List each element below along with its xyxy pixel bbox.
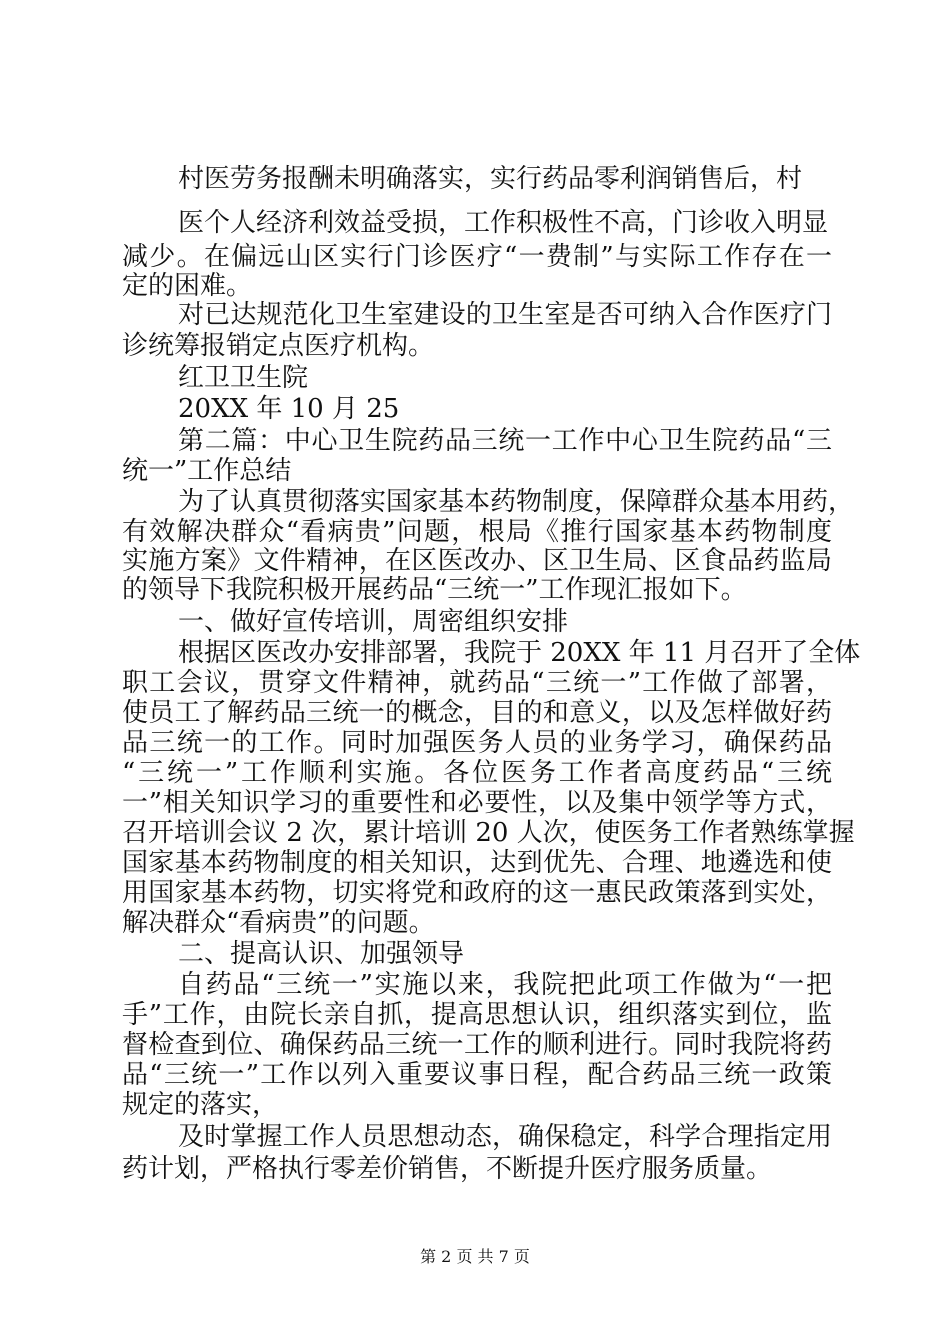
text-line-16: 根据区医改办安排部署，我院于 20XX 年 11 月召开了全体 bbox=[178, 638, 861, 668]
text-line-13: 实施方案》文件精神，在区医改办、区卫生局、区食品药监局 bbox=[122, 546, 832, 576]
text-line-29: 督检查到位、确保药品三统一工作的顺利进行。同时我院将药 bbox=[122, 1030, 832, 1060]
text-line-11: 为了认真贯彻落实国家基本药物制度，保障群众基本用药， bbox=[178, 487, 855, 517]
text-line-18: 使员工了解药品三统一的概念，目的和意义，以及怎样做好药 bbox=[122, 698, 832, 728]
text-line-28: 手”工作，由院长亲自抓，提高思想认识，组织落实到位，监 bbox=[122, 1000, 832, 1030]
text-line-12: 有效解决群众“看病贵”问题，根局《推行国家基本药物制度 bbox=[122, 517, 832, 547]
text-line-19: 品三统一的工作。同时加强医务人员的业务学习，确保药品 bbox=[122, 728, 832, 758]
text-line-22: 召开培训会议 2 次，累计培训 20 人次，使医务工作者熟练掌握 bbox=[122, 818, 855, 848]
text-line-32: 及时掌握工作人员思想动态，确保稳定，科学合理指定用 bbox=[178, 1122, 832, 1152]
text-line-5: 对已达规范化卫生室建设的卫生室是否可纳入合作医疗门 bbox=[178, 300, 832, 330]
text-line-14: 的领导下我院积极开展药品“三统一”工作现汇报如下。 bbox=[122, 575, 747, 605]
text-line-1: 村医劳务报酬未明确落实，实行药品零利润销售后，村 bbox=[178, 164, 803, 194]
text-line-21: 一”相关知识学习的重要性和必要性，以及集中领学等方式， bbox=[122, 788, 832, 818]
text-line-24: 用国家基本药物，切实将党和政府的这一惠民政策落到实处， bbox=[122, 878, 832, 908]
heading-one: 一、做好宣传培训，周密组织安排 bbox=[178, 607, 569, 637]
text-line-33: 药计划，严格执行零差价销售，不断提升医疗服务质量。 bbox=[122, 1154, 773, 1184]
text-line-20: “三统一”工作顺利实施。各位医务工作者高度药品“三统 bbox=[122, 758, 832, 788]
text-line-3: 减少。在偏远山区实行门诊医疗“一费制”与实际工作存在一 bbox=[122, 242, 832, 272]
signature-date: 20XX 年 10 月 25 bbox=[178, 394, 400, 424]
section-title-line-2: 统一”工作总结 bbox=[122, 456, 292, 486]
text-line-17: 职工会议，贯穿文件精神，就药品“三统一”工作做了部署， bbox=[122, 668, 832, 698]
text-line-31: 规定的落实， bbox=[122, 1090, 279, 1120]
text-line-23: 国家基本药物制度的相关知识，达到优先、合理、地遴选和使 bbox=[122, 848, 832, 878]
section-title-line-1: 第二篇：中心卫生院药品三统一工作中心卫生院药品“三 bbox=[178, 426, 832, 456]
text-line-30: 品“三统一”工作以列入重要议事日程，配合药品三统一政策 bbox=[122, 1060, 832, 1090]
text-line-25: 解决群众“看病贵”的问题。 bbox=[122, 908, 435, 938]
heading-two: 二、提高认识、加强领导 bbox=[178, 939, 465, 969]
text-line-27: 自药品“三统一”实施以来，我院把此项工作做为“一把 bbox=[178, 970, 832, 1000]
text-line-4: 定的困难。 bbox=[122, 271, 253, 301]
page-number-footer: 第 2 页 共 7 页 bbox=[420, 1247, 530, 1266]
signature-org: 红卫卫生院 bbox=[178, 363, 309, 393]
text-line-2: 医个人经济利效益受损，工作积极性不高，门诊收入明显 bbox=[178, 208, 829, 238]
text-line-6: 诊统筹报销定点医疗机构。 bbox=[122, 331, 435, 361]
